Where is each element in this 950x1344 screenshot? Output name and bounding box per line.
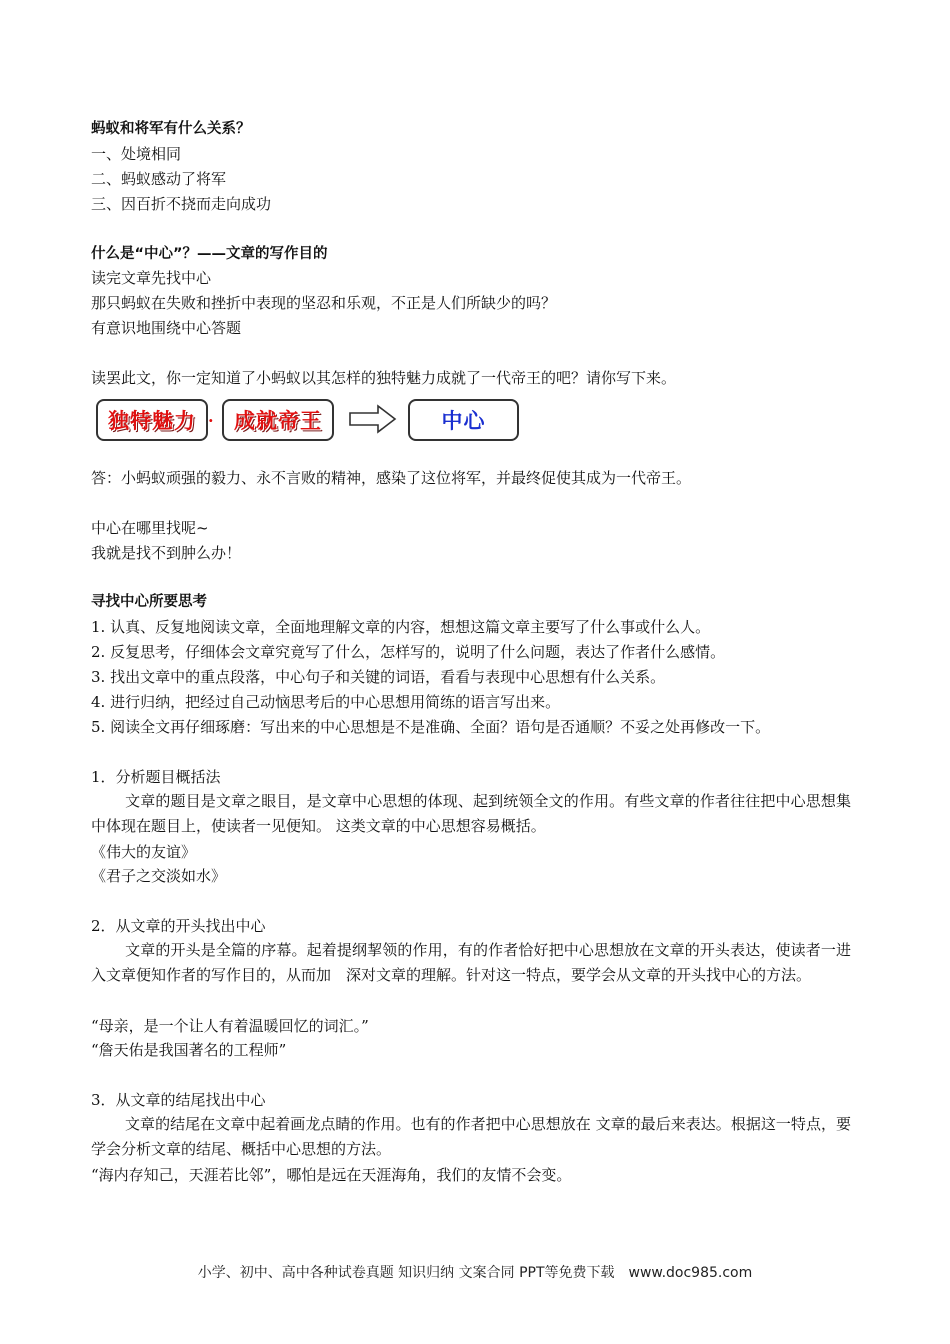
question-text: 读罢此文，你一定知道了小蚂蚁以其怎样的独特魅力成就了一代帝王的吧？请你写下来。 [91, 369, 677, 387]
list-item: 3. 找出文章中的重点段落，中心句子和关键的词语，看看与表现中心思想有什么关系。 [91, 668, 666, 686]
section-title-center: 什么是“中心”？——文章的写作目的 [91, 246, 328, 262]
example-line: “詹天佑是我国著名的工程师” [91, 1041, 287, 1059]
section-title-relationship: 蚂蚁和将军有什么关系？ [91, 121, 251, 137]
method-paragraph [91, 789, 851, 839]
example-line: 《伟大的友谊》 [91, 843, 197, 861]
label-box-center: 中心 [408, 399, 519, 441]
list-item: 1. 认真、反复地阅读文章，全面地理解文章的内容，想想这篇文章主要写了什么事或什么人。 [91, 618, 711, 636]
list-item: 三、因百折不挠而走向成功 [91, 195, 272, 213]
example-line: 《君子之交淡如水》 [91, 867, 227, 885]
list-item: 2. 反复思考，仔细体会文章究竟写了什么，怎样写的，说明了什么问题，表达了作者什么感情。 [91, 643, 726, 661]
list-item: 4. 进行归纳，把经过自己动恼思考后的中心思想用简练的语言写出来。 [91, 693, 561, 711]
text-line: 那只蚂蚁在失败和挫折中表现的坚忍和乐观，不正是人们所缺少的吗？ [91, 294, 557, 312]
text-line: 读完文章先找中心 [91, 269, 212, 287]
list-item: 一、处境相同 [91, 145, 182, 163]
list-item: 二、蚂蚁感动了将军 [91, 170, 227, 188]
method-paragraph [91, 1112, 851, 1162]
method-paragraph [91, 938, 851, 988]
method-heading: 3．从文章的结尾找出中心 [91, 1091, 266, 1109]
example-line: “海内存知己，天涯若比邻”，哪怕是远在天涯海角，我们的友情不会变。 [91, 1166, 572, 1184]
paragraph-text: 文章的开头是全篇的序幕。起着提纲挈领的作用，有的作者恰好把中心思想放在文章的开头表达，使读者一进入文章便知作者的写作目的，从而加 深对文章的理解。针对这一特点，要学会从文章的开头找中心的方法。 [91, 941, 851, 984]
label-box-unique-charm: 独特魅力 [96, 399, 208, 441]
paragraph-text: 文章的结尾在文章中起着画龙点睛的作用。也有的作者把中心思想放在 文章的最后来表达。根据这一特点，要学会分析文章的结尾、概括中心思想的方法。 [91, 1115, 851, 1158]
list-item: 5. 阅读全文再仔细琢磨：写出来的中心思想是不是准确、全面？语句是否通顺？不妥之处再修改一下。 [91, 718, 771, 736]
paragraph-text: 文章的题目是文章之眼目，是文章中心思想的体现、起到统领全文的作用。有些文章的作者往往把中心思想集中体现在题目上，使读者一见便知。 这类文章的中心思想容易概括。 [91, 792, 851, 835]
answer-text: 答：小蚂蚁顽强的毅力、永不言败的精神，感染了这位将军，并最终促使其成为一代帝王。 [91, 469, 692, 487]
text-line: 有意识地围绕中心答题 [91, 319, 242, 337]
label-box-achieve-emperor: 成就帝王 [222, 399, 334, 441]
section-title-thinking: 寻找中心所要思考 [91, 594, 207, 610]
method-heading: 1．分析题目概括法 [91, 768, 221, 786]
chat-line: 中心在哪里找呢~ [91, 519, 209, 537]
page-footer: 小学、初中、高中各种试卷真题 知识归纳 文案合同 PPT等免费下载 www.doc985.com [197, 1265, 753, 1281]
right-arrow-icon [348, 404, 398, 434]
separator-dot: · [208, 411, 214, 430]
chat-line: 我就是找不到肿么办！ [91, 544, 242, 562]
example-line: “母亲，是一个让人有着温暖回忆的词汇。” [91, 1017, 369, 1035]
method-heading: 2．从文章的开头找出中心 [91, 917, 266, 935]
